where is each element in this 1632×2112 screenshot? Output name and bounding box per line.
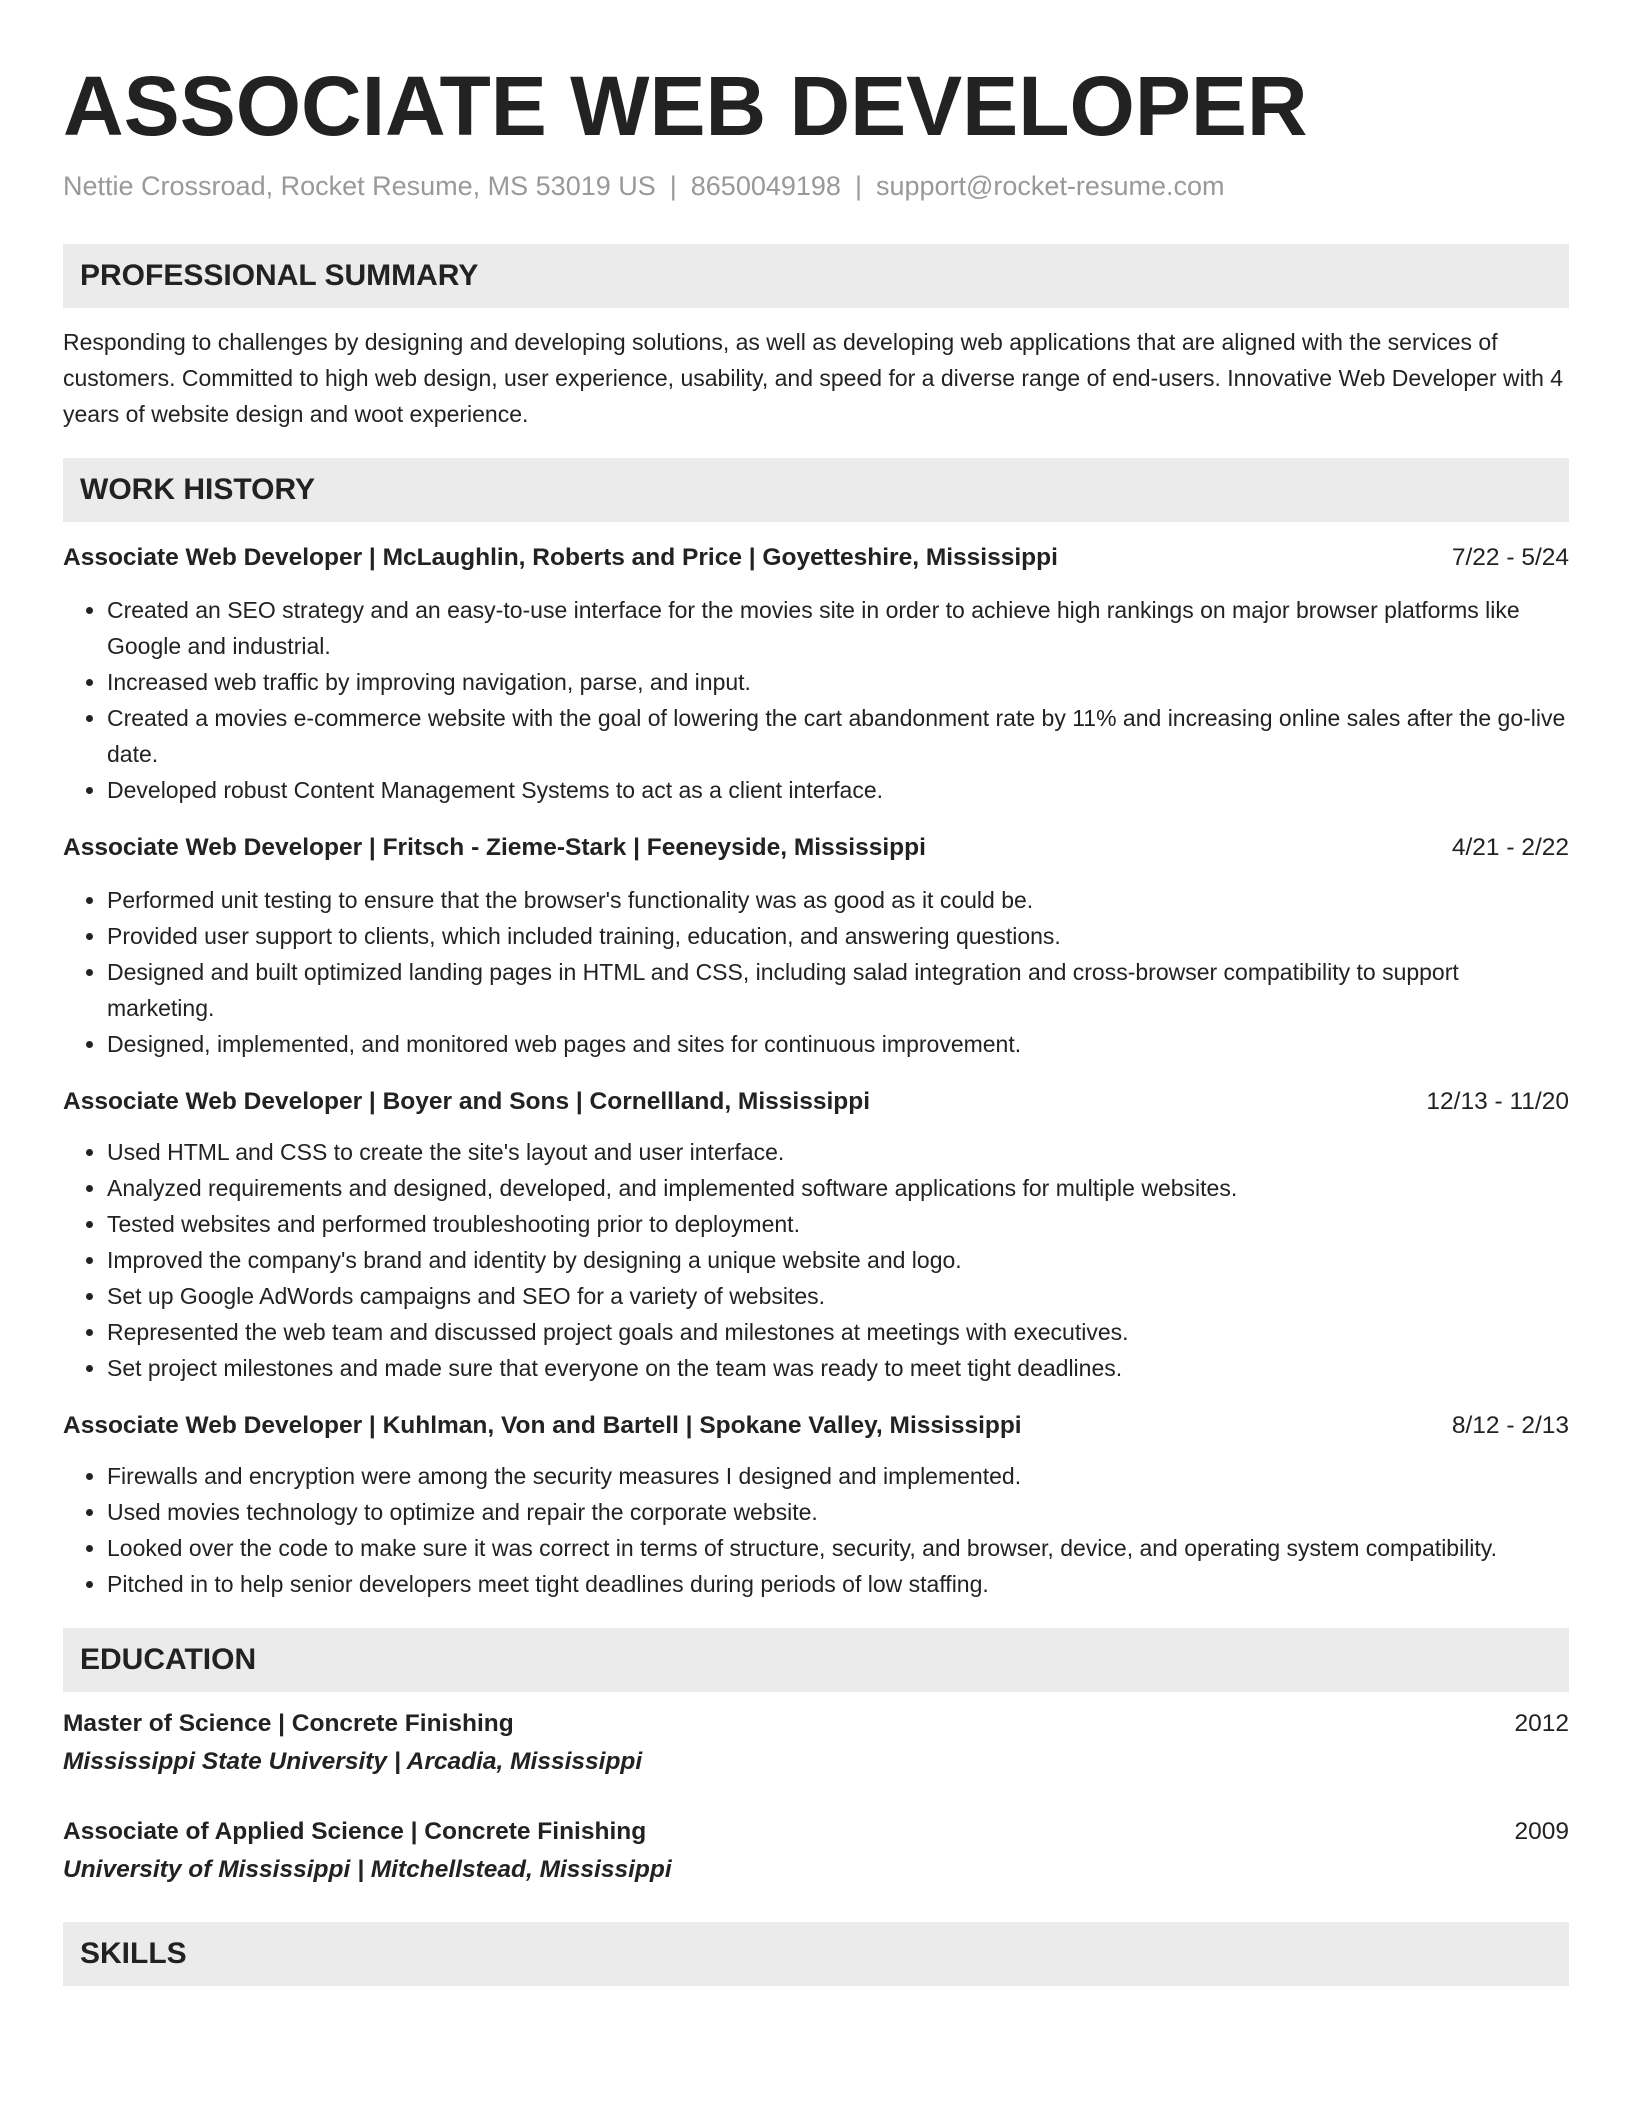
bullet-item: • Represented the web team and discussed project goals and milestones at meetings with executives.	[107, 1314, 1569, 1350]
job-title: Associate Web Developer | McLaughlin, Roberts and Price | Goyetteshire, Mississippi	[63, 544, 1058, 571]
bullet-item: • Looked over the code to make sure it was correct in terms of structure, security, and browser, device, and operating system compatibility.	[107, 1530, 1569, 1566]
job-bullets	[63, 1458, 1569, 1602]
job-dates: 8/12 - 2/13	[1451, 1412, 1569, 1439]
bullet-item: • Used movies technology to optimize and repair the corporate website.	[107, 1494, 1569, 1530]
section-title: PROFESSIONAL SUMMARY	[80, 259, 479, 292]
bullet-item: • Set project milestones and made sure that everyone on the team was ready to meet tight deadlines.	[107, 1350, 1569, 1386]
degree: Master of Science | Concrete Finishing	[63, 1710, 514, 1737]
bullet-item: • Created a movies e-commerce website with the goal of lowering the cart abandonment rate by 11% and increasing online sales after the go-live date.	[107, 700, 1569, 772]
address: Nettie Crossroad, Rocket Resume, MS 53019 US	[63, 171, 656, 201]
bullet-item: • Increased web traffic by improving navigation, parse, and input.	[107, 664, 1569, 700]
contact-line	[63, 168, 1569, 204]
education-year: 2012	[1514, 1710, 1569, 1737]
job-bullets	[63, 592, 1569, 808]
section-title: SKILLS	[80, 1937, 187, 1970]
job-bullets	[63, 1134, 1569, 1386]
contact-separator: |	[669, 171, 677, 201]
job-header	[63, 1084, 1569, 1120]
job-header	[63, 540, 1569, 576]
page-title: ASSOCIATE WEB DEVELOPER	[63, 59, 1308, 153]
phone: 8650049198	[690, 171, 841, 201]
section-header-work-history	[63, 458, 1569, 522]
job-header	[63, 1408, 1569, 1444]
education-entry	[63, 1814, 1569, 1888]
bullet-item: • Used HTML and CSS to create the site's layout and user interface.	[107, 1134, 1569, 1170]
education-year: 2009	[1514, 1818, 1569, 1845]
education-entry	[63, 1706, 1569, 1780]
summary-text: Responding to challenges by designing and developing solutions, as well as developing web applications that are aligned with the services of customers. Committed to high web design, user experience, usability, and speed for a diverse range of end-users. Innovative Web Developer with 4 years of website design and woot experience.	[63, 329, 1564, 427]
job-bullets	[63, 882, 1569, 1062]
school: University of Mississippi | Mitchellstead, Mississippi	[63, 1856, 672, 1883]
contact-separator: |	[854, 171, 862, 201]
bullet-item: • Firewalls and encryption were among the security measures I designed and implemented.	[107, 1458, 1569, 1494]
bullet-item: • Designed, implemented, and monitored web pages and sites for continuous improvement.	[107, 1026, 1569, 1062]
job-header	[63, 830, 1569, 866]
job-title: Associate Web Developer | Kuhlman, Von and Bartell | Spokane Valley, Mississippi	[63, 1412, 1022, 1439]
job-entry	[63, 1084, 1569, 1386]
section-title: EDUCATION	[80, 1643, 257, 1676]
job-title: Associate Web Developer | Fritsch - Zieme-Stark | Feeneyside, Mississippi	[63, 834, 926, 861]
job-dates: 7/22 - 5/24	[1451, 544, 1569, 571]
email: support@rocket-resume.com	[875, 171, 1225, 201]
bullet-item: • Performed unit testing to ensure that the browser's functionality was as good as it could be.	[107, 882, 1569, 918]
bullet-item: • Analyzed requirements and designed, developed, and implemented software applications for multiple websites.	[107, 1170, 1569, 1206]
section-header-skills	[63, 1922, 1569, 1986]
section-header-summary	[63, 244, 1569, 308]
school: Mississippi State University | Arcadia, Mississippi	[63, 1748, 643, 1775]
section-header-education	[63, 1628, 1569, 1692]
education-header	[63, 1706, 1569, 1742]
bullet-item: • Tested websites and performed troubleshooting prior to deployment.	[107, 1206, 1569, 1242]
bullet-item: • Pitched in to help senior developers meet tight deadlines during periods of low staffing.	[107, 1566, 1569, 1602]
job-entry	[63, 830, 1569, 1062]
bullet-item: • Provided user support to clients, which included training, education, and answering questions.	[107, 918, 1569, 954]
education-header	[63, 1814, 1569, 1850]
job-entry	[63, 540, 1569, 808]
section-title: WORK HISTORY	[80, 473, 316, 506]
bullet-item: • Created an SEO strategy and an easy-to-use interface for the movies site in order to achieve high rankings on major browser platforms like Google and industrial.	[107, 592, 1569, 664]
job-dates: 4/21 - 2/22	[1451, 834, 1569, 861]
job-dates: 12/13 - 11/20	[1426, 1088, 1569, 1115]
job-title: Associate Web Developer | Boyer and Sons | Cornellland, Mississippi	[63, 1088, 871, 1115]
bullet-item: • Set up Google AdWords campaigns and SEO for a variety of websites.	[107, 1278, 1569, 1314]
bullet-item: • Improved the company's brand and identity by designing a unique website and logo.	[107, 1242, 1569, 1278]
degree: Associate of Applied Science | Concrete Finishing	[63, 1818, 647, 1845]
job-entry	[63, 1408, 1569, 1602]
bullet-item: • Designed and built optimized landing pages in HTML and CSS, including salad integration and cross-browser compatibility to support marketing.	[107, 954, 1569, 1026]
bullet-item: • Developed robust Content Management Systems to act as a client interface.	[107, 772, 1569, 808]
